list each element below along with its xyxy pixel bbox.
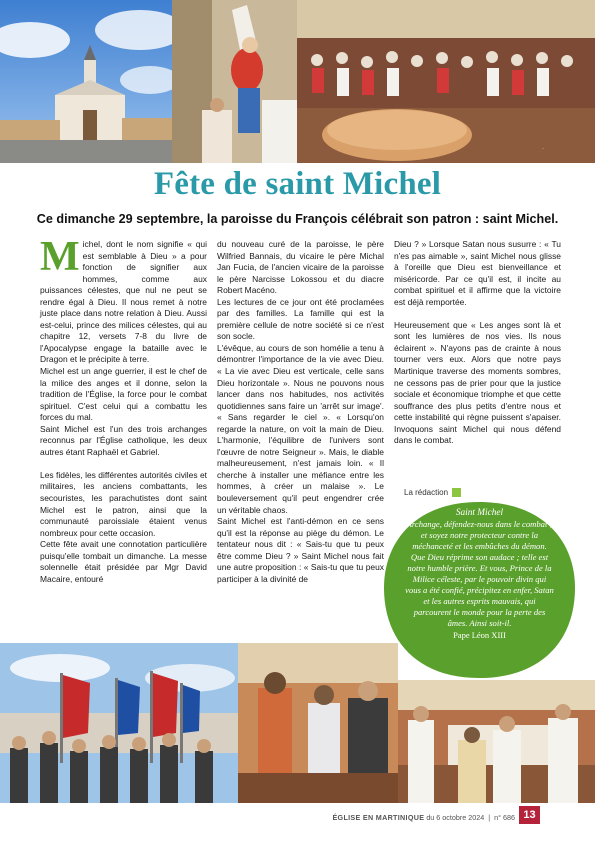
- footer-publication: ÉGLISE EN MARTINIQUE: [332, 813, 425, 822]
- page-number-badge: 13: [519, 806, 540, 824]
- photo-assembly-crowd: [297, 0, 595, 163]
- byline-square-icon: [452, 488, 461, 497]
- byline: La rédaction: [404, 488, 449, 497]
- drop-cap: M: [40, 234, 80, 280]
- photo-saint-michel-statue: [172, 0, 297, 163]
- prayer-author: Pape Léon XIII: [453, 630, 506, 640]
- photo-congregation-pews: [238, 643, 398, 803]
- paragraph: Les lectures de ce jour ont été proclamées par des familles. La famille qui est la première cellule de notre société si ce n'est son socle.: [217, 296, 384, 342]
- article-column-2: [217, 239, 384, 585]
- footer-issue: n° 686: [494, 813, 515, 822]
- paragraph: L'évêque, au cours de son homélie a tenu à démontrer l'importance de la vie avec Dieu. « La vie avec Dieu est verticale, celle sans Dieu horizontale ». Nous ne pouvons nous lancer dans nos habitudes, nos activités quotidiennes sans faire un 'arrêt sur image'. « Sans regarder le ciel ». « Lorsqu'on regarde la nature, on voit la main de Dieu. L'harmonie, l'équilibre de l'univers sont l'œuvre de notre Seigneur ». Mais, le diable malheureusement, n'est jamais loin. « Il cherche à installer une méfiance entre les hommes, à créer un malaise ». Le bouleversement qu'il peut engendrer crée un véritable chaos.: [217, 342, 384, 515]
- footer-date: du 6 octobre 2024: [426, 813, 485, 822]
- paragraph: Saint Michel est l'un des trois archanges reconnus par l'Église catholique, les deux autres étant Raphaël et Gabriel.: [40, 423, 207, 457]
- article-subtitle: Ce dimanche 29 septembre, la paroisse du François célébrait son patron : saint Michel.: [36, 212, 559, 226]
- paragraph: Les fidèles, les différentes autorités civiles et militaires, les anciens combattants, les secouristes, les parachutistes dont saint Michel est le patron, ainsi que la communauté paroissiale étaient venus nombreux pour cette occasion.: [40, 469, 207, 538]
- prayer-title: Saint Michel: [455, 508, 504, 518]
- paragraph: ichel, dont le nom signifie « qui est semblable à Dieu » a pour fonction de signifier aux hommes, comme aux puissances célestes, que nul ne peut se rendre égal à Dieu. Il nous remet à notre juste place dans notre relation à Dieu. Aussi est-celui, prince des milices célestes, qui au chapitre 12, versets 7-8 du livre de l'Apocalypse engage la bataille avec le Dragon et le précipite à terre.: [40, 239, 207, 365]
- article-column-3: [394, 239, 561, 447]
- prayer-box: [382, 500, 577, 680]
- article-column-1: [40, 234, 207, 585]
- prayer-text-block: [404, 508, 555, 641]
- photo-clergy-altar: [398, 680, 595, 803]
- paragraph: Cette fête avait une connotation particulière puisqu'elle tombait un dimanche. La messe solennelle était présidée par Mgr David Macaire, entouré: [40, 539, 207, 584]
- photo-church-exterior: [0, 0, 172, 163]
- paragraph: du nouveau curé de la paroisse, le père Wilfried Bannais, du vicaire le père Michal Jan Fucia, de l'ancien vicaire de la paroisse le père Narcisse Lokossou et du diacre Robert Macéno.: [217, 239, 384, 296]
- photo-flag-bearers: [0, 643, 238, 803]
- footer-publication-info: ÉGLISE EN MARTINIQUE du 6 octobre 2024 | n° 686: [332, 813, 515, 822]
- paragraph: Heureusement que « Les anges sont là et sont les lumières de nos vies. Ils nous éclairent ». N'ayons pas de crainte à nous tourner vers eux. Alors que notre pays Martinique traverse des moments sombres, ne cessons pas de prier pour que la justice sociale et économique triomphe et que cette souffrance des plus petits d'entre nous et cette instabilité qui règne puissent s'apaiser. Invoquons saint Michel qui nous défend dans le combat.: [394, 319, 561, 446]
- prayer-body: Archange, défendez-nous dans le combat ; et soyez notre protecteur contre la méchanceté et les embûches du démon. Que Dieu réprime son audace ; telle est notre humble prière. Et vous, Prince de la Milice céleste, par le pouvoir divin qui vous a été confié, précipitez en enfer, Satan et les autres esprits mauvais, qui parcourent le monde pour la perte des âmes. Ainsi soit-il.: [405, 519, 554, 628]
- paragraph: Dieu ? » Lorsque Satan nous susurre : « Tu n'es pas aimable », saint Michel nous glisse à l'oreille que Dieu est bienveillance et miséricorde. Par ce qu'il est, il incite au combat spirituel et il affirme que la victoire est déjà remportée.: [394, 239, 561, 307]
- photo-watermark: ·: [542, 146, 544, 152]
- article-title: Fête de saint Michel: [153, 166, 442, 202]
- paragraph: Saint Michel est l'anti-démon en ce sens qu'il est la réponse au piège du démon. Le tentateur nous dit : « Sais-tu que tu peux être comme Dieu ? » Saint Michel nous fait une autre proposition : « Sais-tu que tu peux participer à la divinité de: [217, 516, 384, 584]
- paragraph: Michel est un ange guerrier, il est le chef de la milice des anges et il donne, selon la tradition de l'Église, la force pour le combat spirituel. C'est celui qui a combattu les forces du mal.: [40, 366, 207, 423]
